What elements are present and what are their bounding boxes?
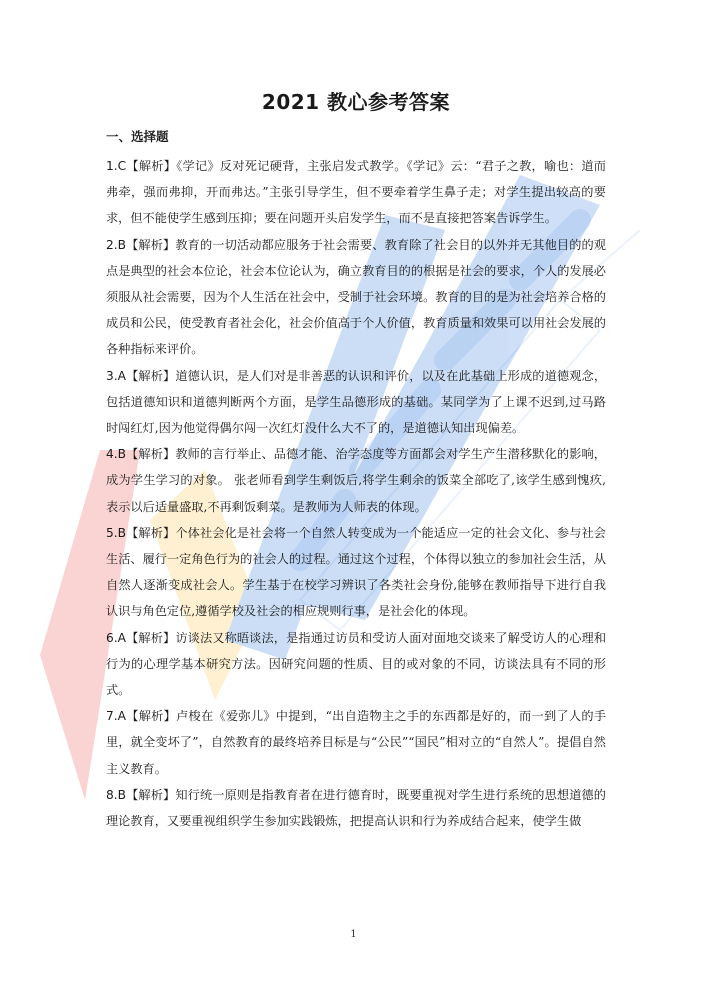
answer-text: 知行统一原则是指教育者在进行德育时，既要重视对学生进行系统的思想道德的理论教育，又要重视组织学生参加实践锻炼，把提高认识和行为养成结合起来，使学生做 <box>106 787 606 829</box>
answer-prefix: 6.A【解析】 <box>106 630 176 645</box>
answer-text: 个体社会化是社会将一个自然人转变成为一个能适应一定的社会文化、参与社会生活、履行一定角色行为的社会人的过程。通过这个过程，个体得以独立的参加社会生活，从自然人逐渐变成社会人。学生基于在校学习辨识了各类社会身份,能够在教师指导下进行自我认识与角色定位,遵循学校及社会的相应规则行事，是社会化的体现。 <box>106 525 606 619</box>
answer-prefix: 3.A【解析】 <box>106 368 176 383</box>
answer-item-8 <box>106 782 606 834</box>
answer-item-5 <box>106 520 606 625</box>
answer-prefix: 7.A【解析】 <box>106 709 177 724</box>
answer-text: 教师的言行举止、品德才能、治学态度等方面都会对学生产生潜移默化的影响，成为学生学习的对象。 张老师看到学生剩饭后,将学生剩余的饭菜全部吃了,该学生感到愧疚,表示以后适量盛取,不再剩饭剩菜。是教师为人师表的体现。 <box>106 447 606 514</box>
answer-item-1 <box>106 153 606 232</box>
answer-text: 《学记》反对死记硬背，主张启发式教学。《学记》云：“君子之教，喻也：道而弗牵，强而弗抑，开而弗达。”主张引导学生，但不要牵着学生鼻子走；对学生提出较高的要求，但不能使学生感到压抑；要在问题开头启发学生，而不是直接把答案告诉学生。 <box>106 159 606 226</box>
answer-text: 教育的一切活动都应服务于社会需要、教育除了社会目的以外并无其他目的的观点是典型的社会本位论，社会本位论认为，确立教育目的的根据是社会的要求，个人的发展必须服从社会需要，因为个人生活在社会中，受制于社会环境。教育的目的是为社会培养合格的成员和公民，使受教育者社会化，社会价值高于个人价值，教育质量和效果可以用社会发展的各种指标来评价。 <box>106 237 606 357</box>
answer-item-2 <box>106 232 606 363</box>
answer-item-3 <box>106 363 606 442</box>
answer-prefix: 5.B【解析】 <box>106 525 176 540</box>
answer-item-6 <box>106 625 606 704</box>
answer-item-7 <box>106 703 606 782</box>
answer-prefix: 1.C【解析】 <box>106 159 177 173</box>
document-title: 2021 教心参考答案 <box>261 90 451 114</box>
answer-prefix: 8.B【解析】 <box>106 787 176 802</box>
document-page <box>106 88 606 834</box>
answer-item-4 <box>106 441 606 520</box>
answer-text: 卢梭在《爱弥儿》中提到，“出自造物主之手的东西都是好的，而一到了人的手里，就全变坏了”，自然教育的最终培养目标是与“公民”“国民”相对立的“自然人”。提倡自然主义教育。 <box>106 709 607 776</box>
section-title: 一、选择题 <box>106 129 169 144</box>
answer-text: 道德认识，是人们对是非善恶的认识和评价，以及在此基础上形成的道德观念，包括道德知识和道德判断两个方面，是学生品德形成的基础。某同学为了上课不迟到,过马路时闯红灯,因为他觉得偶尔闯一次红灯没什么大不了的，是道德认知出现偏差。 <box>106 368 607 436</box>
page-number: 1 <box>350 929 357 940</box>
answer-prefix: 4.B【解析】 <box>106 447 176 462</box>
answer-text: 访谈法又称晤谈法，是指通过访员和受访人面对面地交谈来了解受访人的心理和行为的心理学基本研究方法。因研究问题的性质、目的或对象的不同，访谈法具有不同的形式。 <box>106 630 607 698</box>
answer-prefix: 2.B【解析】 <box>106 237 176 252</box>
